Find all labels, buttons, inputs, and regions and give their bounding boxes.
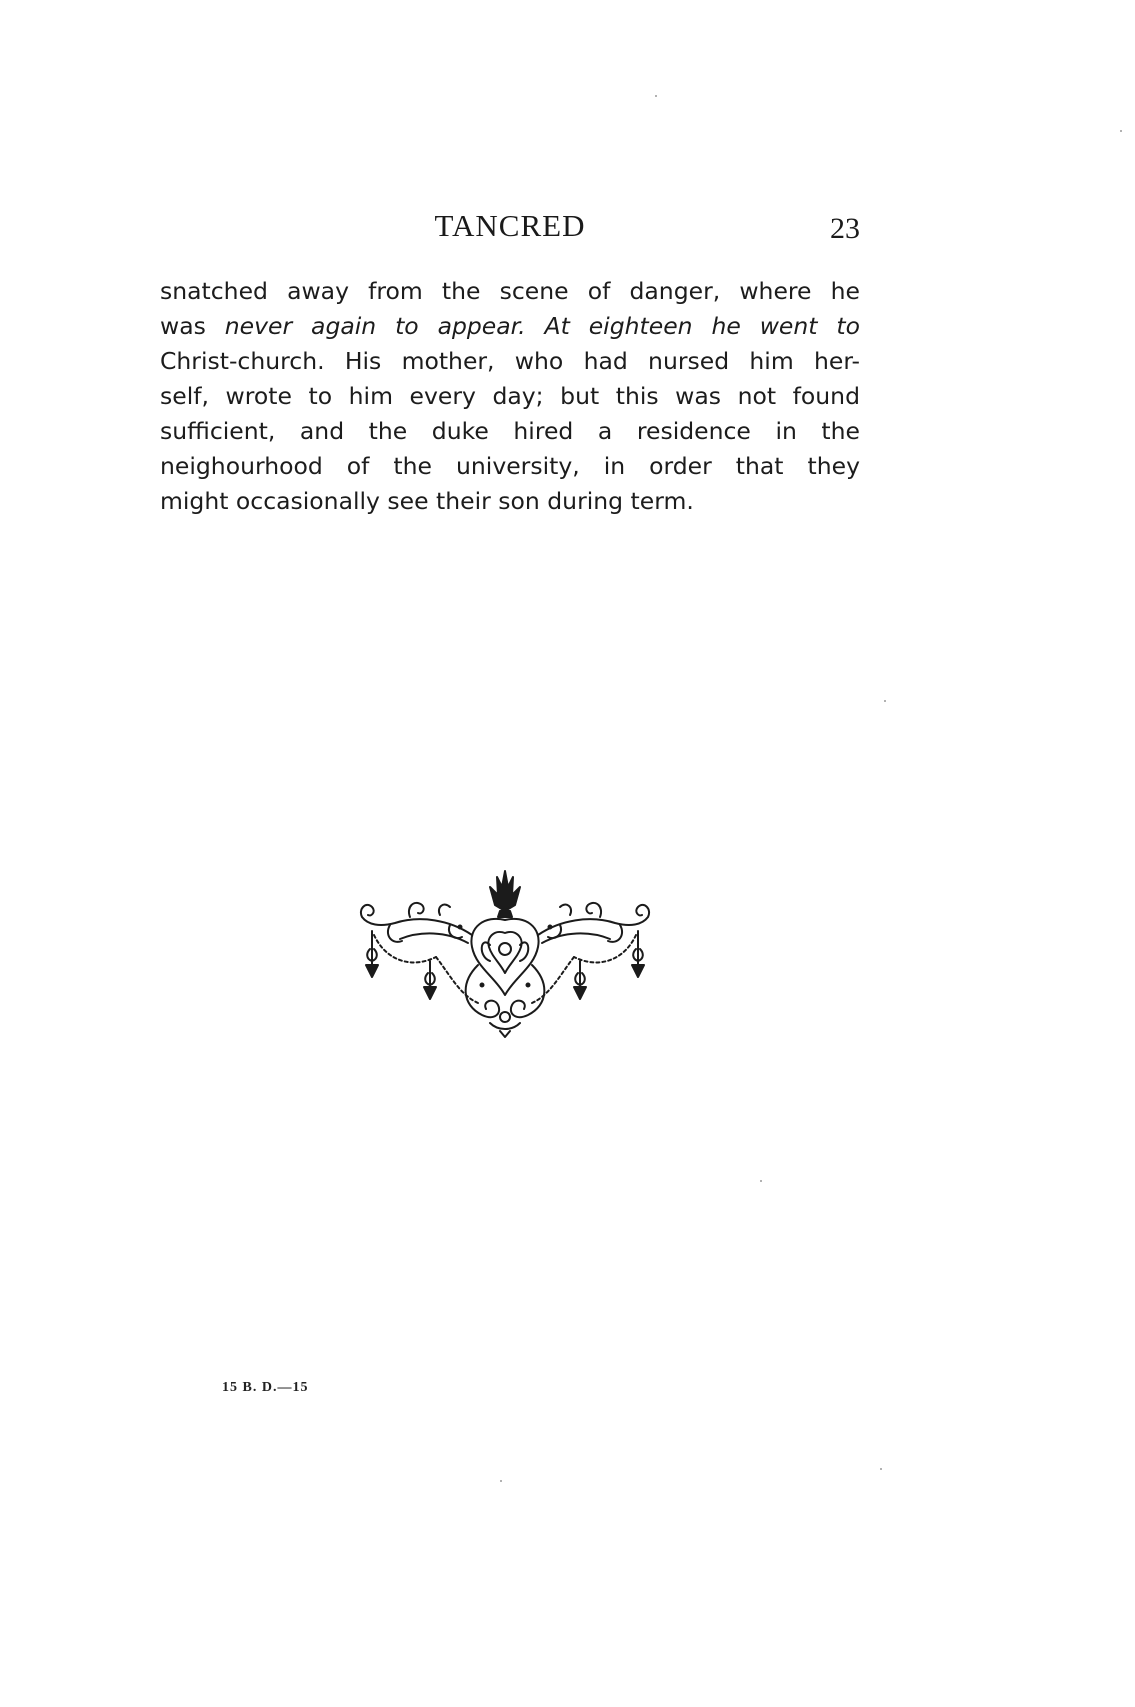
paper-speck [884,700,886,702]
paper-speck [500,1480,502,1482]
floral-ornament-icon [350,865,660,1040]
paper-speck [1120,130,1122,132]
text-line: neighourhood of the university, in order that they [160,452,860,480]
body-paragraph [160,274,860,519]
text-line: might occasionally see their son during term. [160,487,694,515]
paper-speck [655,95,657,97]
italic-phrase: never again to appear. At eighteen he went to [224,312,860,340]
text-line: Christ-church. His mother, who had nursed him her- [160,347,860,375]
text-line: self, wrote to him every day; but this was not found [160,382,860,410]
text-line: snatched away from the scene of danger, where he [160,277,860,305]
text-line: sufficient, and the duke hired a residence in the [160,417,860,445]
text-line: was never again to appear. At eighteen he went to [160,312,860,340]
running-head [160,208,860,248]
running-title: TANCRED [434,208,586,243]
paper-speck [760,1180,762,1182]
printer-signature: 15 B. D.—15 [222,1380,309,1395]
page-number: 23 [830,212,860,245]
paper-speck [880,1468,882,1470]
